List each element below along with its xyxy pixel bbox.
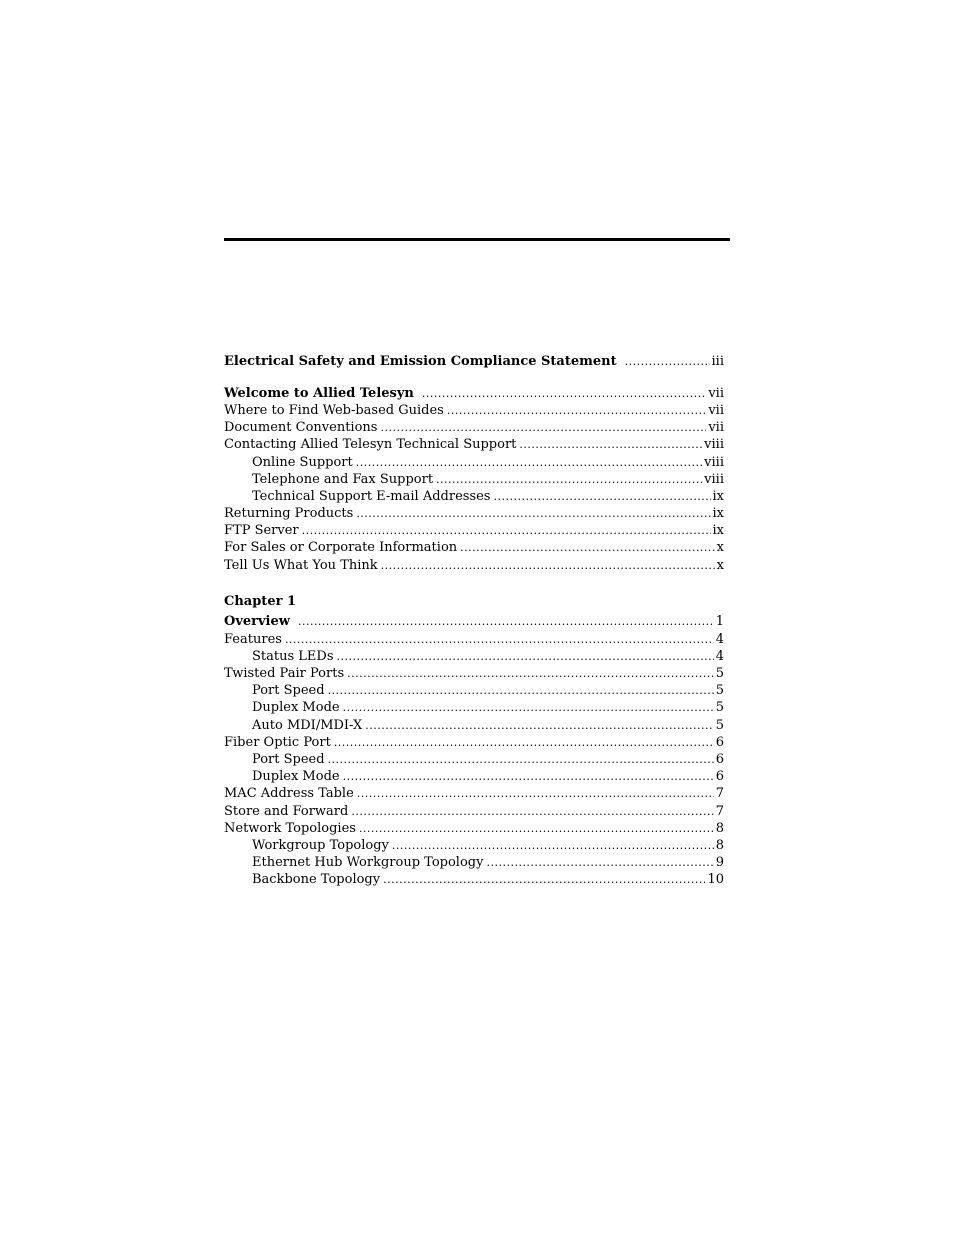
toc-entry-page-number: 5: [715, 666, 724, 681]
toc-entry[interactable]: [224, 665, 724, 682]
toc-entry-page-number: vii: [708, 402, 724, 418]
toc-entry-title: Where to Find Web-based Guides: [224, 402, 444, 418]
toc-entry-page-number: vii: [708, 385, 724, 401]
toc-entry-page-number: 8: [715, 837, 724, 853]
dot-leader: [436, 471, 702, 488]
toc-entry[interactable]: [224, 488, 724, 505]
toc-entry-page-number: 4: [715, 648, 724, 664]
toc-entry-page-number: ix: [712, 506, 724, 522]
toc-entry[interactable]: [224, 682, 724, 699]
toc-entry[interactable]: [224, 854, 724, 871]
dot-leader: [298, 613, 714, 630]
toc-entry-title: FTP Server: [224, 523, 299, 539]
toc-entry-title: Welcome to Allied Telesyn: [224, 385, 414, 401]
toc-entry-page-number: x: [716, 540, 724, 556]
dot-leader: [302, 522, 711, 539]
toc-entry-page-number: iii: [711, 354, 724, 369]
dot-leader: [356, 505, 710, 522]
toc-entry[interactable]: [224, 751, 724, 768]
toc-entry-page-number: 6: [715, 769, 724, 785]
dot-leader: [493, 488, 710, 505]
toc-entry[interactable]: [224, 353, 724, 370]
toc-entry[interactable]: [224, 837, 724, 854]
dot-leader: [383, 871, 705, 888]
toc-entry[interactable]: [224, 717, 724, 734]
toc-entry-title: Store and Forward: [224, 803, 349, 819]
toc-entry[interactable]: [224, 768, 724, 785]
dot-leader: [359, 820, 714, 837]
toc-entry[interactable]: [224, 522, 724, 539]
dot-leader: [356, 454, 702, 471]
toc-entry-title: Port Speed: [252, 751, 325, 767]
dot-leader: [381, 557, 715, 574]
toc-entry[interactable]: [224, 402, 724, 419]
section-gap: [224, 574, 724, 589]
toc-entry[interactable]: [224, 734, 724, 751]
toc-section: [224, 593, 724, 888]
toc-entry-page-number: vii: [708, 420, 724, 436]
toc-entry[interactable]: [224, 820, 724, 837]
dot-leader: [337, 648, 714, 665]
toc-entry-title: Twisted Pair Ports: [224, 666, 345, 681]
dot-leader: [334, 734, 714, 751]
toc-entry-title: Duplex Mode: [252, 700, 340, 716]
toc-entry[interactable]: [224, 454, 724, 471]
dot-leader: [460, 539, 715, 556]
dot-leader: [447, 402, 706, 419]
toc-entry[interactable]: [224, 785, 724, 802]
toc-entry-page-number: 10: [707, 872, 724, 888]
toc-entry-page-number: 9: [715, 855, 724, 871]
toc-entry-title: Auto MDI/MDI-X: [252, 717, 363, 733]
toc-entry[interactable]: [224, 385, 724, 402]
toc-entry-page-number: 5: [715, 700, 724, 716]
dot-leader: [328, 682, 714, 699]
toc-entry[interactable]: [224, 557, 724, 574]
toc-entry-page-number: ix: [712, 488, 724, 504]
toc-entry-title: Port Speed: [252, 683, 325, 699]
dot-leader: [519, 436, 702, 453]
toc-entry[interactable]: [224, 505, 724, 522]
toc-entry[interactable]: [224, 539, 724, 556]
toc-entry-title: Workgroup Topology: [252, 837, 389, 853]
dot-leader: [328, 751, 714, 768]
toc-section: [224, 353, 724, 370]
toc-entry-page-number: 6: [715, 734, 724, 750]
toc-entry[interactable]: [224, 648, 724, 665]
toc-entry-title: Fiber Optic Port: [224, 734, 331, 750]
section-gap: [224, 370, 724, 385]
toc-entry-title: Ethernet Hub Workgroup Topology: [252, 855, 484, 871]
toc-entry-title: Network Topologies: [224, 820, 356, 836]
toc-entry-title: Technical Support E-mail Addresses: [252, 488, 491, 504]
toc-entry-page-number: x: [716, 557, 724, 573]
toc-entry-page-number: 8: [715, 820, 724, 836]
dot-leader: [365, 717, 713, 734]
toc-entry-title: Overview: [224, 614, 290, 630]
chapter-label: Chapter 1: [224, 594, 297, 610]
toc-entry-page-number: 6: [715, 751, 724, 767]
toc-entry-page-number: 7: [715, 786, 724, 802]
dot-leader: [392, 837, 714, 854]
toc-entry-title: Tell Us What You Think: [224, 557, 378, 573]
dot-leader: [343, 768, 714, 785]
dot-leader: [380, 419, 706, 436]
toc-entry-title: Online Support: [252, 454, 353, 470]
toc-entry[interactable]: [224, 871, 724, 888]
toc-entry[interactable]: [224, 436, 724, 453]
toc-section: [224, 385, 724, 574]
toc-entry[interactable]: [224, 471, 724, 488]
dot-leader: [351, 803, 713, 820]
dot-leader: [285, 631, 714, 648]
toc-entry[interactable]: [224, 613, 724, 630]
toc-entry-page-number: 5: [715, 683, 724, 699]
toc-entry[interactable]: [224, 803, 724, 820]
toc-entry-title: Duplex Mode: [252, 769, 340, 785]
header-rule: [224, 238, 730, 241]
toc-entry-page-number: 5: [715, 717, 724, 733]
toc-entry-title: Contacting Allied Telesyn Technical Support: [224, 437, 517, 453]
toc-entry-title: Document Conventions: [224, 420, 378, 436]
table-of-contents: [224, 353, 724, 888]
toc-entry[interactable]: [224, 419, 724, 436]
dot-leader: [486, 854, 713, 871]
toc-entry[interactable]: [224, 631, 724, 648]
toc-entry-page-number: 7: [715, 803, 724, 819]
toc-entry-title: Status LEDs: [252, 648, 334, 664]
toc-entry-title: Features: [224, 631, 282, 647]
toc-entry-title: MAC Address Table: [224, 786, 354, 802]
dot-leader: [422, 385, 706, 402]
toc-entry-title: Backbone Topology: [252, 872, 381, 888]
dot-leader: [625, 353, 710, 370]
toc-entry-page-number: viii: [704, 471, 724, 487]
dot-leader: [347, 665, 714, 682]
toc-entry-page-number: ix: [712, 523, 724, 539]
toc-entry[interactable]: [224, 699, 724, 716]
toc-entry-title: Returning Products: [224, 506, 354, 522]
toc-entry-page-number: 1: [715, 614, 724, 630]
dot-leader: [343, 699, 714, 716]
toc-entry-page-number: 4: [715, 631, 724, 647]
toc-entry-title: Electrical Safety and Emission Compliance Statement: [224, 354, 617, 369]
toc-entry-page-number: viii: [704, 437, 724, 453]
toc-entry-page-number: viii: [704, 454, 724, 470]
toc-entry-title: For Sales or Corporate Information: [224, 540, 458, 556]
dot-leader: [357, 785, 714, 802]
toc-entry-title: Telephone and Fax Support: [252, 471, 434, 487]
